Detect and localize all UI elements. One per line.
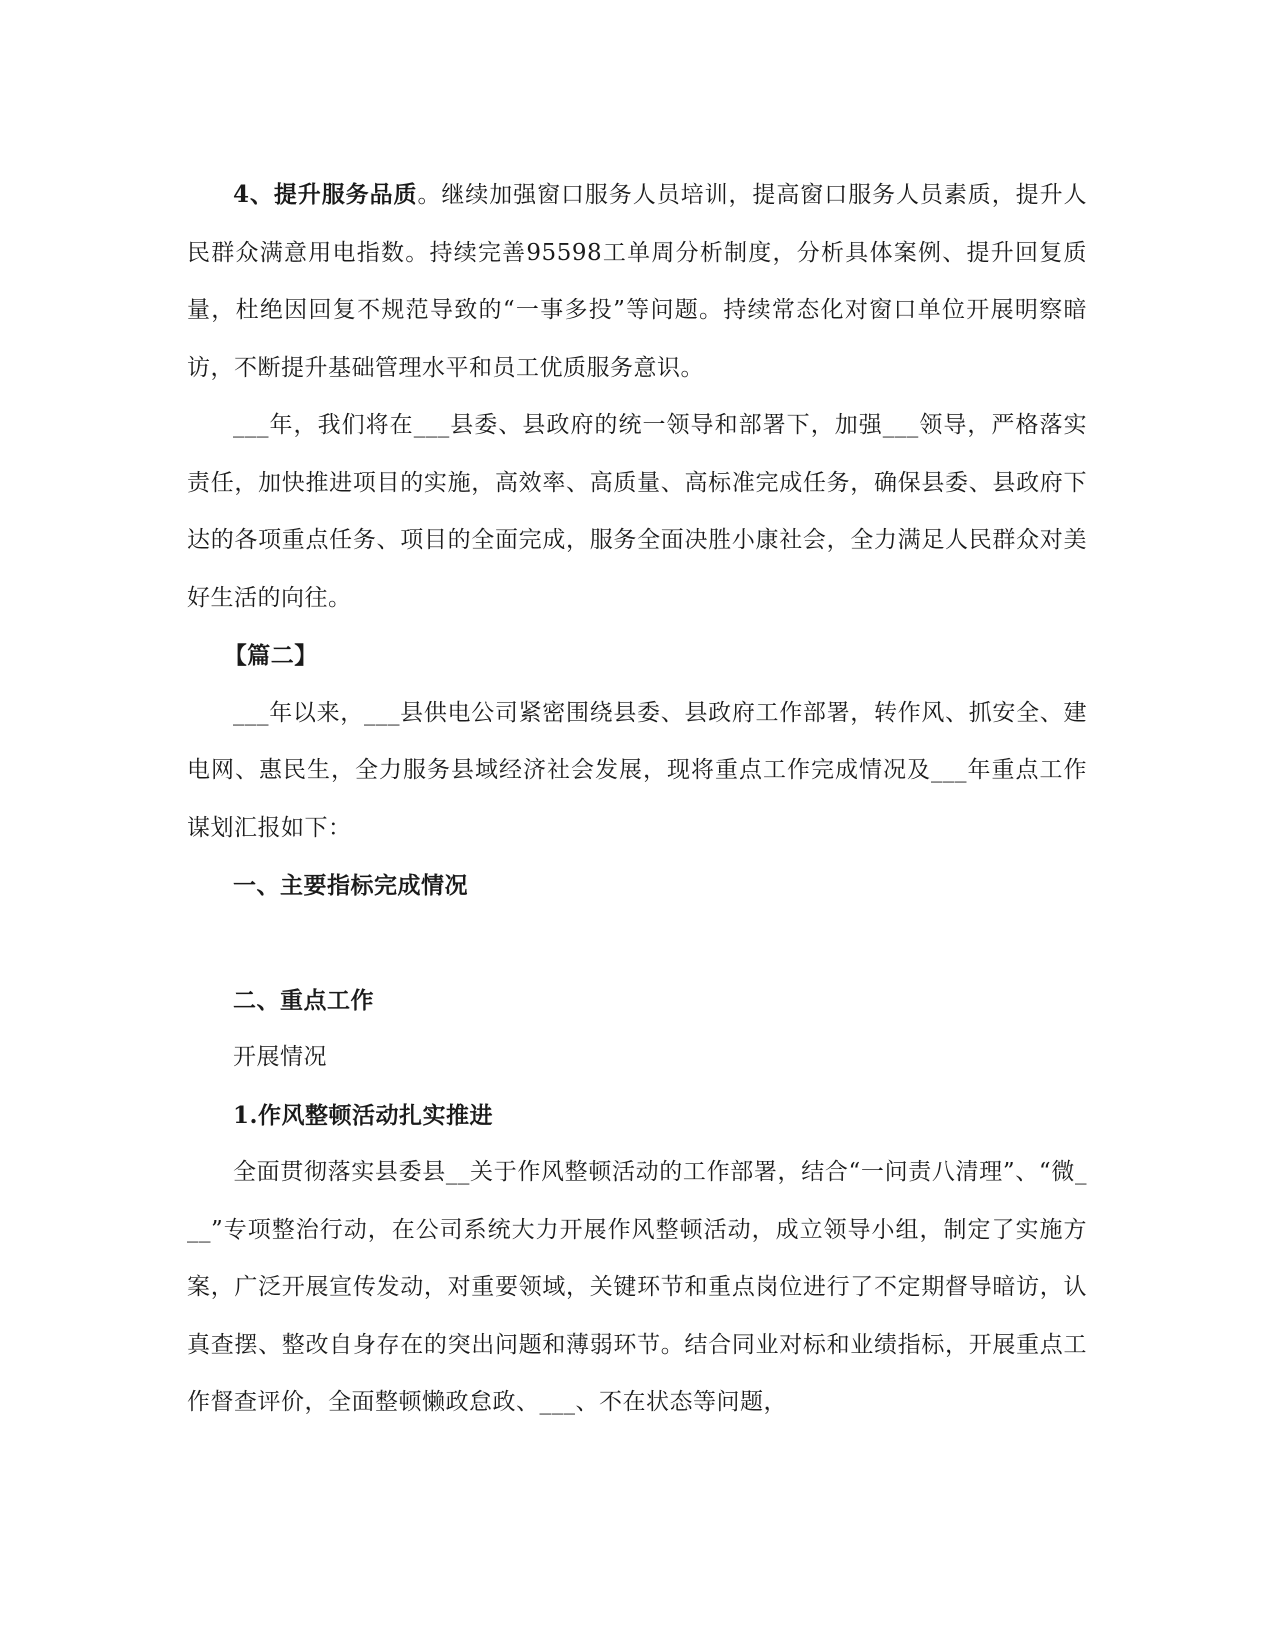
heading-key-work: 二、重点工作 (233, 986, 374, 1014)
paragraph-service-quality-text: 。继续加强窗口服务人员培训，提高窗口服务人员素质，提升人民群众满意用电指数。持续完善95598工单周分析制度，分析具体案例、提升回复质量，杜绝因回复不规范导致的“一事多投”等问题。持续常态化对窗口单位开展明察暗访，不断提升基础管理水平和员工优质服务意识。 (187, 182, 1087, 381)
paragraph-intro: ___年以来，___县供电公司紧密围绕县委、县政府工作部署，转作风、抓安全、建电网、惠民生，全力服务县域经济社会发展，现将重点工作完成情况及___年重点工作谋划汇报如下： (187, 699, 1087, 841)
paragraph-service-quality-lead: 4、提升服务品质 (233, 181, 418, 208)
section-tag: 【篇二】 (223, 642, 318, 669)
blank-gap (187, 915, 1087, 972)
heading-main-indicators: 一、主要指标完成情况 (233, 872, 468, 899)
paragraph-progress: 开展情况 (233, 1044, 327, 1070)
paragraph-style-rectification: 全面贯彻落实县委县__关于作风整顿活动的工作部署，结合“一问责八清理”、“微___”专项整治行动，在公司系统大力开展作风整顿活动，成立领导小组，制定了实施方案，广泛开展宣传发动，对重要领域，关键环节和重点岗位进行了不定期督导暗访，认真查摆、整改自身存在的突出问题和薄弱环节。结合同业对标和业绩指标，开展重点工作督查评价，全面整顿懒政怠政、___、不在状态等问题， (187, 1159, 1087, 1415)
document-body (187, 166, 1087, 1432)
paragraph-next-year: ___年，我们将在___县委、县政府的统一领导和部署下，加强___领导，严格落实责任，加快推进项目的实施，高效率、高质量、高标准完成任务，确保县委、县政府下达的各项重点任务、项目的全面完成，服务全面决胜小康社会，全力满足人民群众对美好生活的向往。 (187, 412, 1087, 611)
paragraph-service-quality (187, 166, 1087, 397)
heading-style-rectification: 1.作风整顿活动扎实推进 (233, 1101, 494, 1129)
